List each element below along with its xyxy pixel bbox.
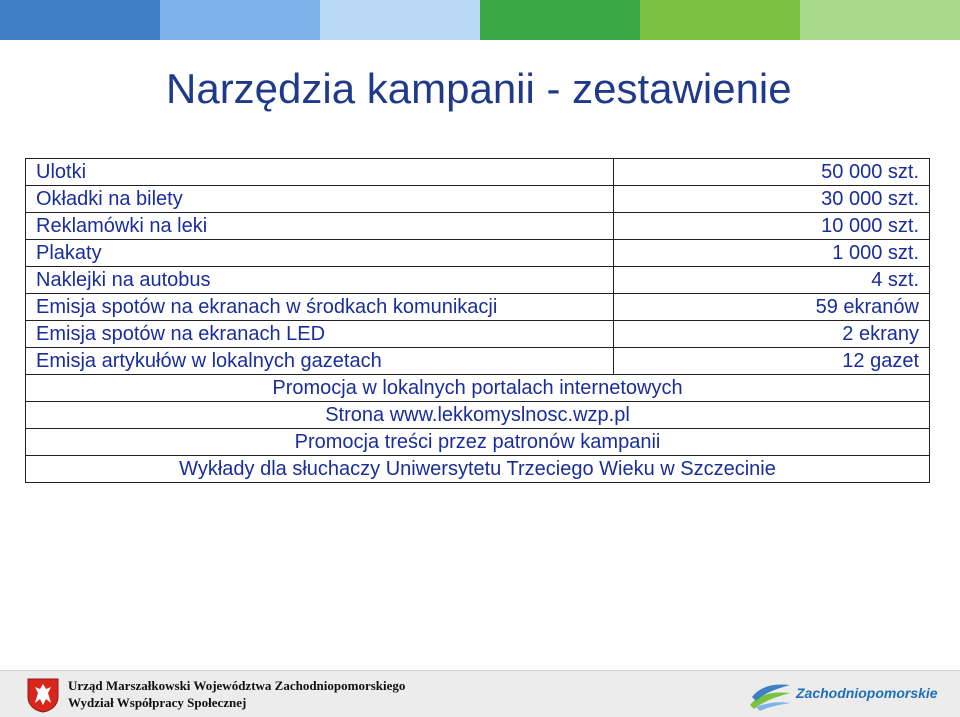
item-cell: Ulotki bbox=[26, 159, 614, 186]
top-bar-segment-3 bbox=[320, 0, 480, 40]
table-row bbox=[26, 294, 930, 321]
full-width-cell: Promocja treści przez patronów kampanii bbox=[26, 429, 930, 456]
quantity-cell: 12 gazet bbox=[614, 348, 930, 375]
quantity-cell: 10 000 szt. bbox=[614, 213, 930, 240]
table-row bbox=[26, 348, 930, 375]
top-bar-segment-5 bbox=[640, 0, 800, 40]
quantity-cell: 2 ekrany bbox=[614, 321, 930, 348]
griffin-crest-icon bbox=[26, 677, 60, 713]
top-bar-segment-4 bbox=[480, 0, 640, 40]
item-cell: Reklamówki na leki bbox=[26, 213, 614, 240]
item-cell: Naklejki na autobus bbox=[26, 267, 614, 294]
table-row bbox=[26, 267, 930, 294]
item-cell: Okładki na bilety bbox=[26, 186, 614, 213]
table-row-full bbox=[26, 375, 930, 402]
top-bar-segment-2 bbox=[160, 0, 320, 40]
full-width-cell: Promocja w lokalnych portalach internetowych bbox=[26, 375, 930, 402]
table-row-full bbox=[26, 456, 930, 483]
quantity-cell: 4 szt. bbox=[614, 267, 930, 294]
top-bar-segment-6 bbox=[800, 0, 960, 40]
table-row bbox=[26, 213, 930, 240]
quantity-cell: 50 000 szt. bbox=[614, 159, 930, 186]
footer-office-line2: Wydział Współpracy Społecznej bbox=[68, 695, 247, 710]
full-width-cell: Wykłady dla słuchaczy Uniwersytetu Trzeciego Wieku w Szczecinie bbox=[26, 456, 930, 483]
table-row-full bbox=[26, 402, 930, 429]
table-row bbox=[26, 240, 930, 267]
item-cell: Emisja spotów na ekranach LED bbox=[26, 321, 614, 348]
table-row bbox=[26, 186, 930, 213]
page-title: Narzędzia kampanii - zestawienie bbox=[166, 65, 792, 112]
item-cell: Plakaty bbox=[26, 240, 614, 267]
footer-office-text bbox=[68, 677, 405, 711]
footer-office-line1: Urząd Marszałkowski Województwa Zachodniopomorskiego bbox=[68, 678, 406, 693]
campaign-tools-table bbox=[25, 158, 930, 483]
item-cell: Emisja spotów na ekranach w środkach komunikacji bbox=[26, 294, 614, 321]
quantity-cell: 1 000 szt. bbox=[614, 240, 930, 267]
top-bar-segment-1 bbox=[0, 0, 160, 40]
full-width-cell: Strona www.lekkomyslnosc.wzp.pl bbox=[26, 402, 930, 429]
table-row bbox=[26, 159, 930, 186]
item-cell: Emisja artykułów w lokalnych gazetach bbox=[26, 348, 614, 375]
quantity-cell: 59 ekranów bbox=[614, 294, 930, 321]
quantity-cell: 30 000 szt. bbox=[614, 186, 930, 213]
region-logo-icon bbox=[746, 677, 794, 713]
region-logo-text: Zachodniopomorskie bbox=[796, 685, 938, 701]
footer bbox=[0, 670, 960, 717]
table-row-full bbox=[26, 429, 930, 456]
top-color-bar bbox=[0, 0, 960, 40]
table-row bbox=[26, 321, 930, 348]
